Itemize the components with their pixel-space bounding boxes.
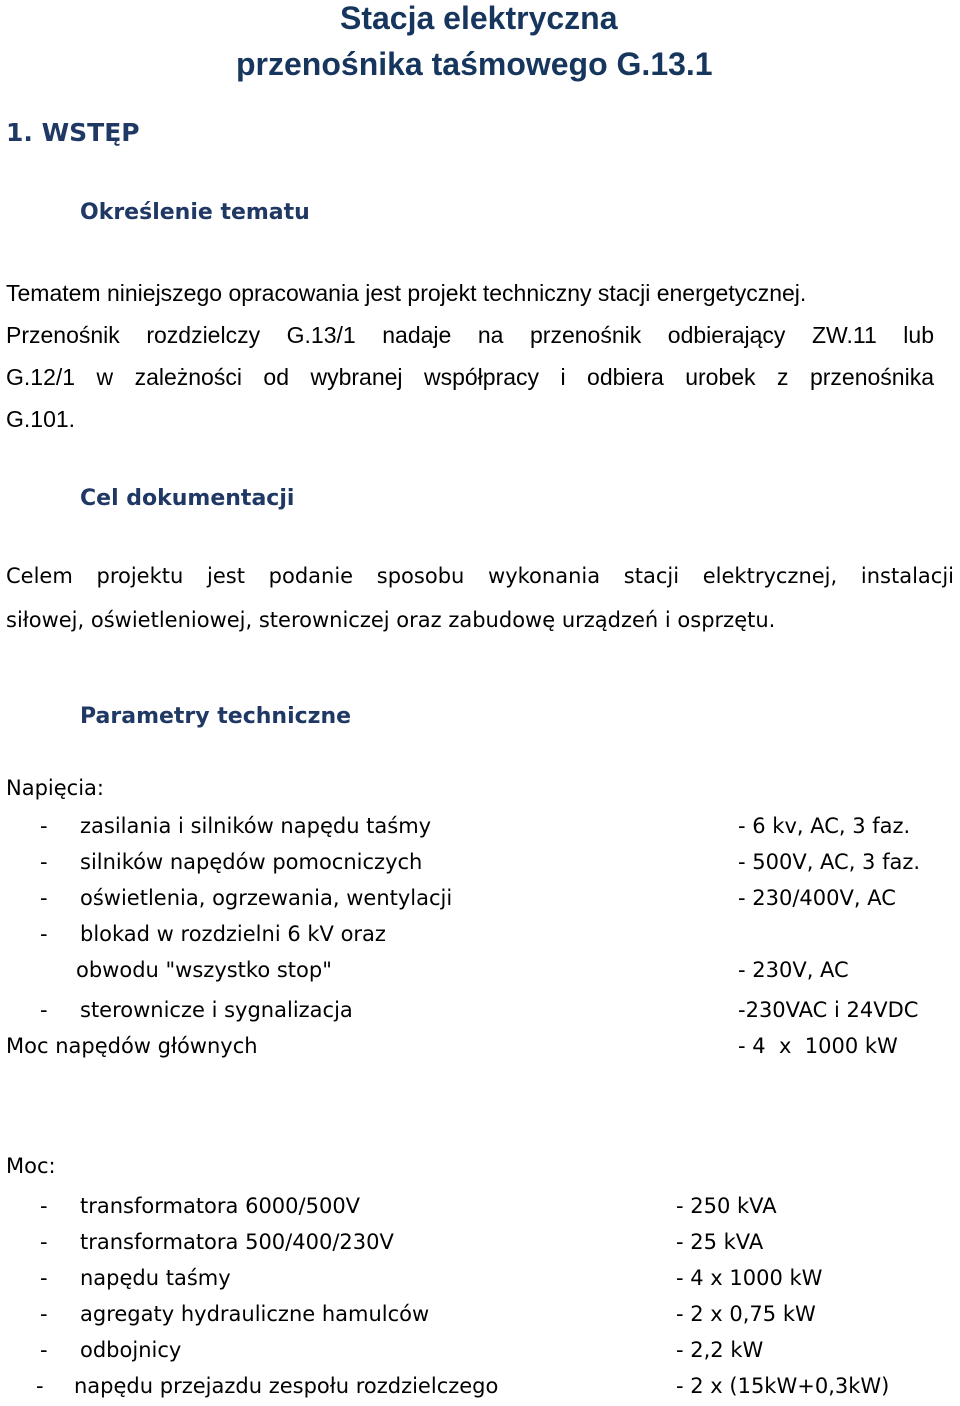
list-item-label: oświetlenia, ogrzewania, wentylacji	[80, 886, 453, 910]
list-dash: -	[40, 1302, 48, 1326]
list-item-label: silników napędów pomocniczych	[80, 850, 423, 874]
list-item-value: - 230/400V, AC	[738, 886, 896, 910]
list-dash: -	[40, 1338, 48, 1362]
document-title-line1: Stacja elektryczna	[340, 0, 618, 36]
topic-paragraph-line2: Przenośnik rozdzielczy G.13/1 nadaje na przenośnik odbierający ZW.11 lub	[6, 322, 934, 348]
topic-paragraph-line3: G.12/1 w zależności od wybranej współpracy i odbiera urobek z przenośnika	[6, 364, 934, 390]
list-item	[40, 850, 422, 874]
parameters-heading: Parametry techniczne	[80, 704, 352, 729]
list-item-value: - 250 kVA	[676, 1194, 777, 1218]
list-item	[40, 1338, 181, 1362]
purpose-paragraph-line2: siłowej, oświetleniowej, sterowniczej oraz zabudowę urządzeń i osprzętu.	[6, 608, 776, 632]
list-dash: -	[40, 850, 48, 874]
list-item-value: -230VAC i 24VDC	[738, 998, 919, 1022]
document-title-line2: przenośnika taśmowego G.13.1	[236, 46, 713, 82]
list-item-label: blokad w rozdzielni 6 kV oraz	[80, 922, 386, 946]
list-dash: -	[40, 814, 48, 838]
list-item-label: transformatora 500/400/230V	[80, 1230, 394, 1254]
power-label: Moc:	[6, 1154, 56, 1178]
voltages-label: Napięcia:	[6, 776, 104, 800]
list-item-value: - 2,2 kW	[676, 1338, 764, 1362]
list-item	[40, 1302, 429, 1326]
list-item	[40, 1266, 231, 1290]
list-item-value: - 4 x 1000 kW	[676, 1266, 823, 1290]
list-item-value: - 230V, AC	[738, 958, 849, 982]
purpose-paragraph-line1: Celem projektu jest podanie sposobu wykonania stacji elektrycznej, instalacji	[6, 564, 954, 588]
list-item	[40, 886, 452, 910]
list-item-label: zasilania i silników napędu taśmy	[80, 814, 432, 838]
list-item-label: sterownicze i sygnalizacja	[80, 998, 353, 1022]
list-item-value: - 25 kVA	[676, 1230, 764, 1254]
list-dash: -	[40, 922, 48, 946]
list-dash: -	[40, 1194, 48, 1218]
list-item-label: agregaty hydrauliczne hamulców	[80, 1302, 430, 1326]
list-item-value: - 6 kv, AC, 3 faz.	[738, 814, 911, 838]
list-item	[40, 1230, 394, 1254]
main-drives-value: - 4 x 1000 kW	[738, 1034, 898, 1058]
topic-heading: Określenie tematu	[80, 200, 310, 225]
list-item-value: - 500V, AC, 3 faz.	[738, 850, 921, 874]
list-item-label: transformatora 6000/500V	[80, 1194, 361, 1218]
topic-paragraph-line1: Tematem niniejszego opracowania jest projekt techniczny stacji energetycznej.	[6, 280, 807, 306]
list-item	[76, 958, 332, 982]
list-item-label: odbojnicy	[80, 1338, 182, 1362]
list-item-label: obwodu "wszystko stop"	[76, 958, 332, 982]
list-item	[40, 1194, 360, 1218]
section-heading: 1. WSTĘP	[6, 118, 140, 147]
list-dash: -	[40, 886, 48, 910]
list-item-label: napędu taśmy	[80, 1266, 231, 1290]
list-item-label: napędu przejazdu zespołu rozdzielczego	[74, 1374, 499, 1398]
list-dash: -	[40, 1266, 48, 1290]
list-dash: -	[40, 998, 48, 1022]
list-item	[40, 814, 431, 838]
topic-paragraph-line4: G.101.	[6, 406, 76, 432]
list-dash: -	[36, 1374, 44, 1398]
main-drives-label: Moc napędów głównych	[6, 1034, 258, 1058]
purpose-heading: Cel dokumentacji	[80, 486, 295, 511]
list-item-value: - 2 x 0,75 kW	[676, 1302, 816, 1326]
list-item-value: - 2 x (15kW+0,3kW)	[676, 1374, 890, 1398]
list-item	[40, 998, 353, 1022]
list-item	[36, 1374, 498, 1398]
list-dash: -	[40, 1230, 48, 1254]
list-item	[40, 922, 386, 946]
